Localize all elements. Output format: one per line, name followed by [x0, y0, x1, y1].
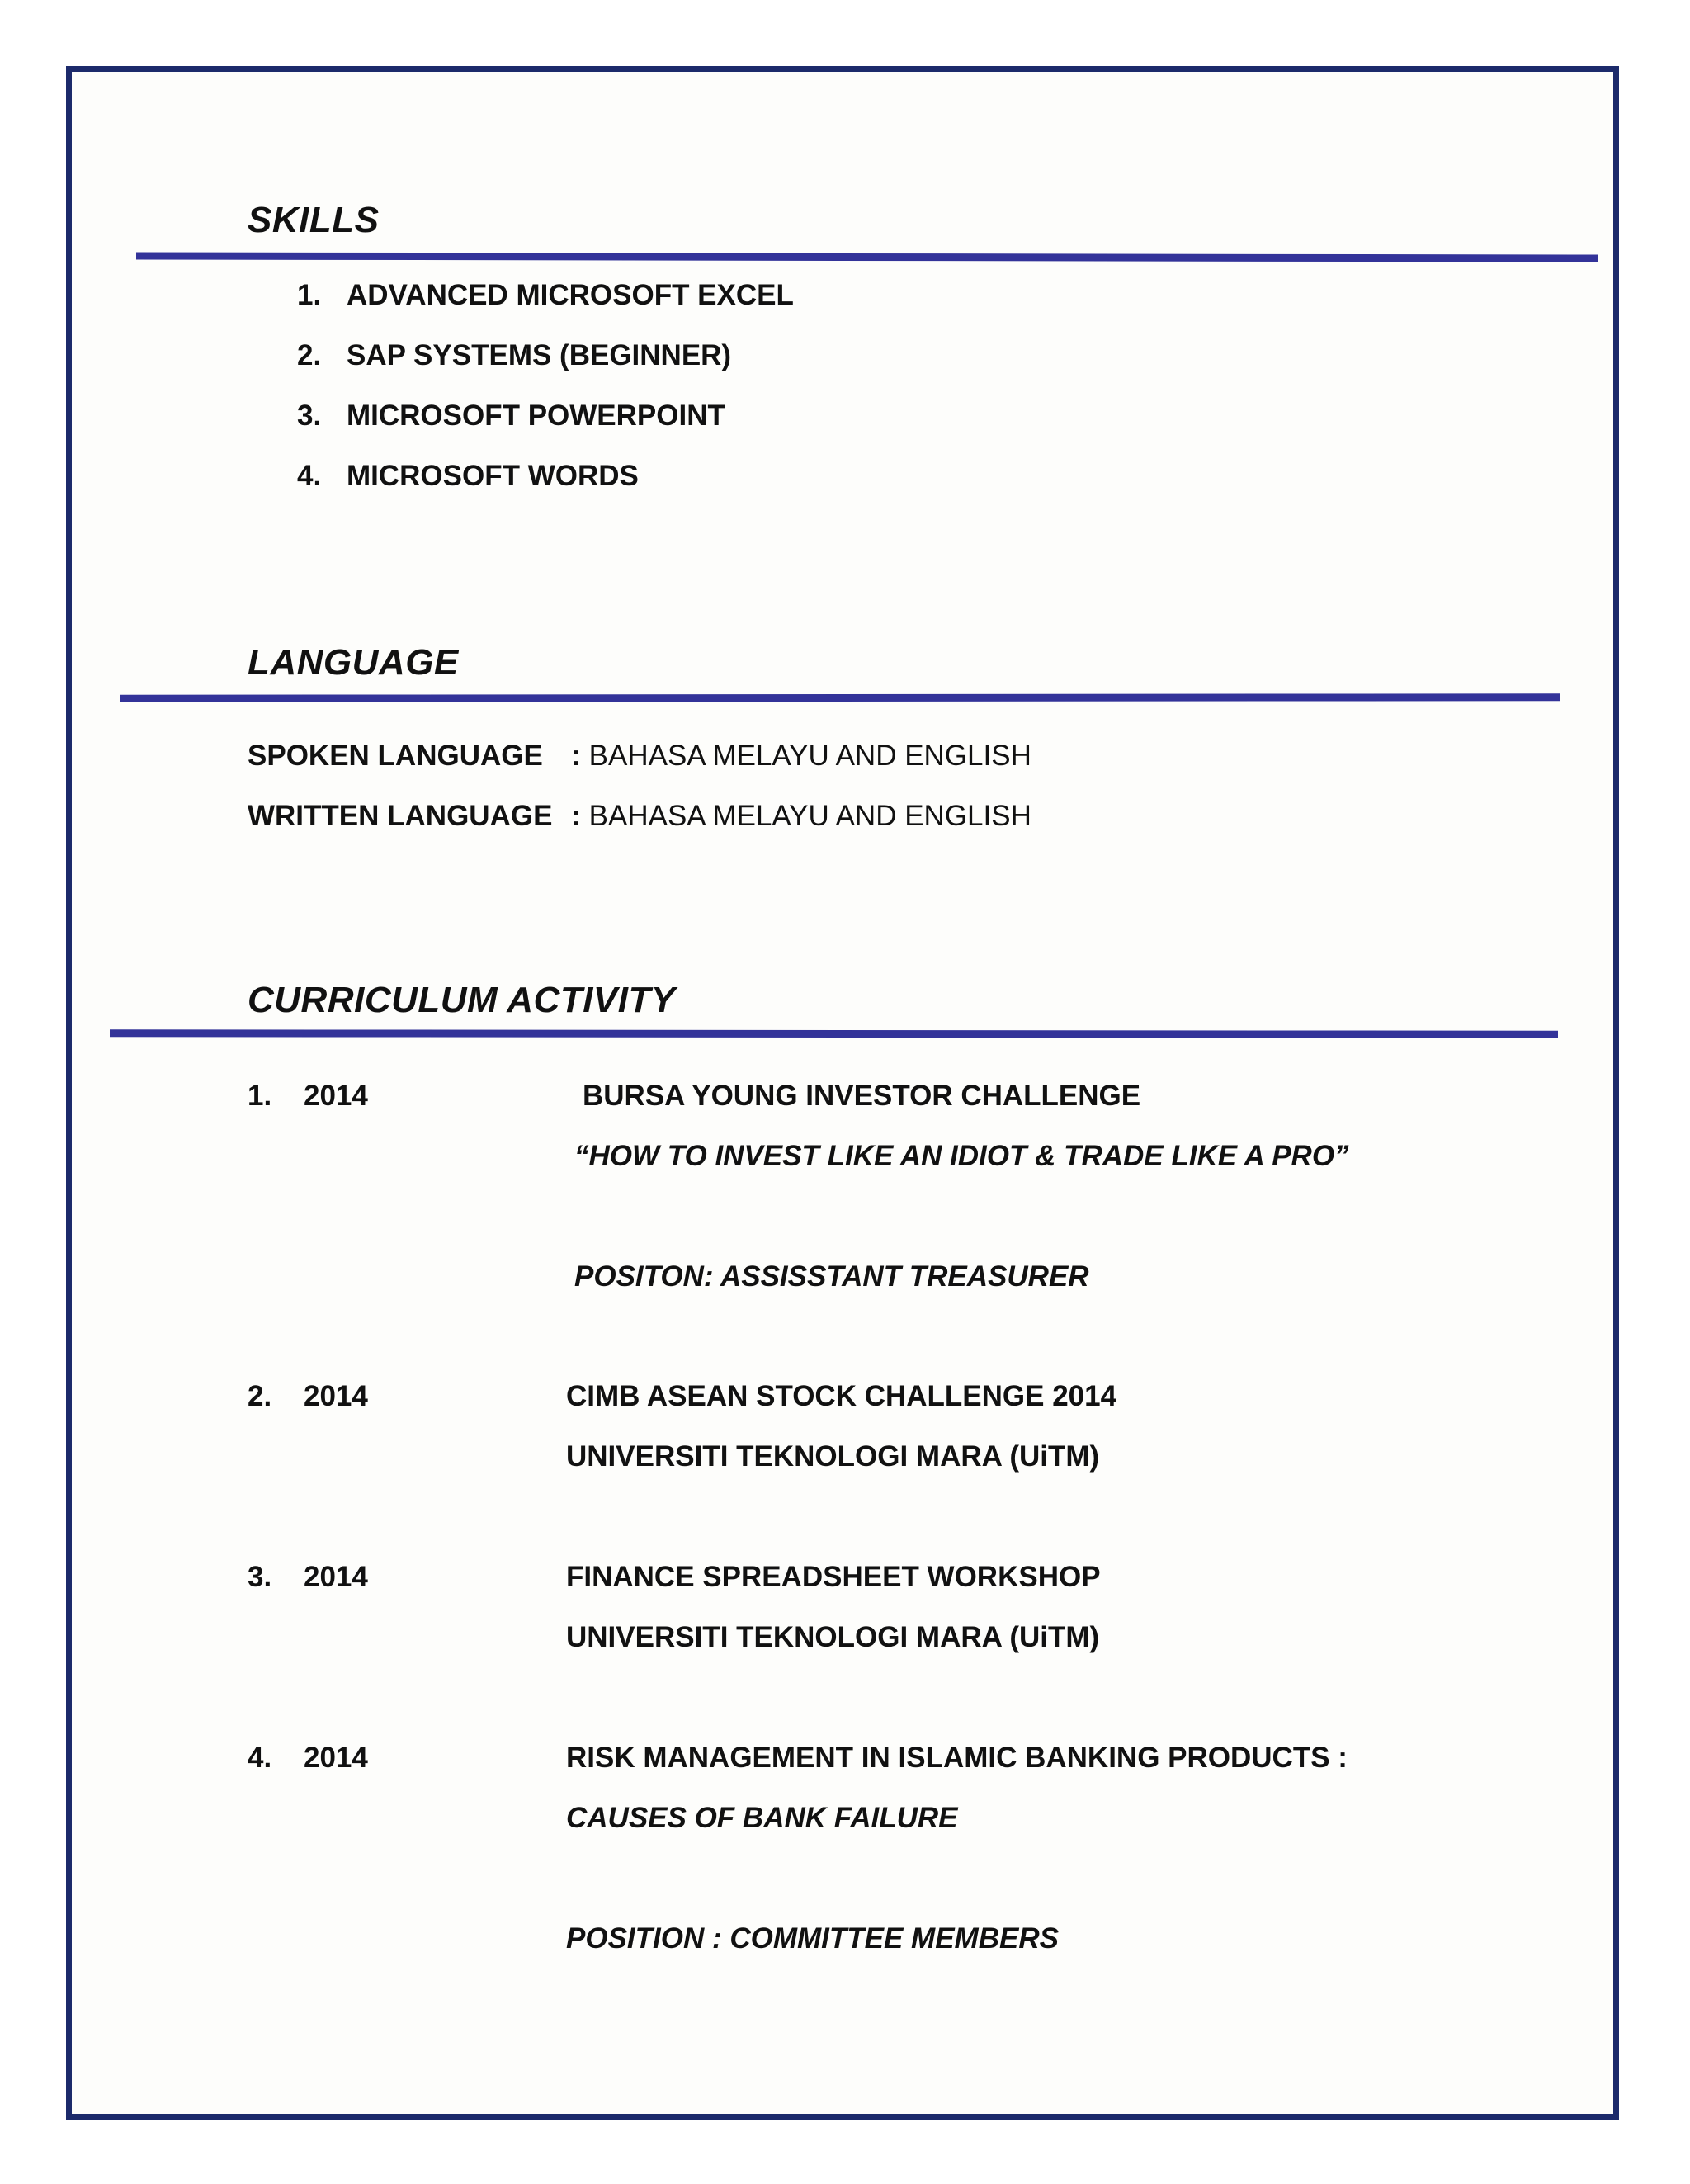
- activity-year: 2014: [304, 1080, 368, 1112]
- spoken-language-row: SPOKEN LANGUAGE : BAHASA MELAYU AND ENGLISH: [248, 740, 1031, 772]
- activity-position: POSITION : COMMITTEE MEMBERS: [566, 1922, 1059, 1955]
- activity-number: 2.: [248, 1380, 272, 1412]
- activity-position: POSITON: ASSISSTANT TREASURER: [574, 1260, 1089, 1293]
- written-language-row: WRITTEN LANGUAGE : BAHASA MELAYU AND ENGLISH: [248, 800, 1031, 832]
- skill-item: 1. ADVANCED MICROSOFT EXCEL: [297, 279, 794, 311]
- activity-subtitle: “HOW TO INVEST LIKE AN IDIOT & TRADE LIKE A PRO”: [574, 1140, 1349, 1172]
- activity-year: 2014: [304, 1380, 368, 1412]
- activity-organizer: UNIVERSITI TEKNOLOGI MARA (UiTM): [566, 1621, 1100, 1653]
- skill-item: 3. MICROSOFT POWERPOINT: [297, 399, 725, 432]
- activity-number: 4.: [248, 1742, 272, 1774]
- curriculum-heading: CURRICULUM ACTIVITY: [248, 980, 676, 1020]
- skill-item: 4. MICROSOFT WORDS: [297, 460, 639, 492]
- language-heading: LANGUAGE: [248, 642, 459, 683]
- activity-year: 2014: [304, 1742, 368, 1774]
- language-divider: [120, 693, 1560, 702]
- skills-heading: SKILLS: [248, 200, 380, 240]
- activity-subtitle: CAUSES OF BANK FAILURE: [566, 1802, 958, 1834]
- curriculum-divider: [110, 1029, 1558, 1038]
- activity-title: FINANCE SPREADSHEET WORKSHOP: [566, 1561, 1101, 1593]
- activity-year: 2014: [304, 1561, 368, 1593]
- skills-list: [297, 279, 794, 520]
- activity-organizer: UNIVERSITI TEKNOLOGI MARA (UiTM): [566, 1440, 1100, 1473]
- activity-title: BURSA YOUNG INVESTOR CHALLENGE: [583, 1080, 1141, 1112]
- activity-number: 3.: [248, 1561, 272, 1593]
- activity-number: 1.: [248, 1080, 272, 1112]
- activity-title: CIMB ASEAN STOCK CHALLENGE 2014: [566, 1380, 1117, 1412]
- skill-item: 2. SAP SYSTEMS (BEGINNER): [297, 339, 732, 371]
- activity-title: RISK MANAGEMENT IN ISLAMIC BANKING PRODUCTS :: [566, 1742, 1348, 1774]
